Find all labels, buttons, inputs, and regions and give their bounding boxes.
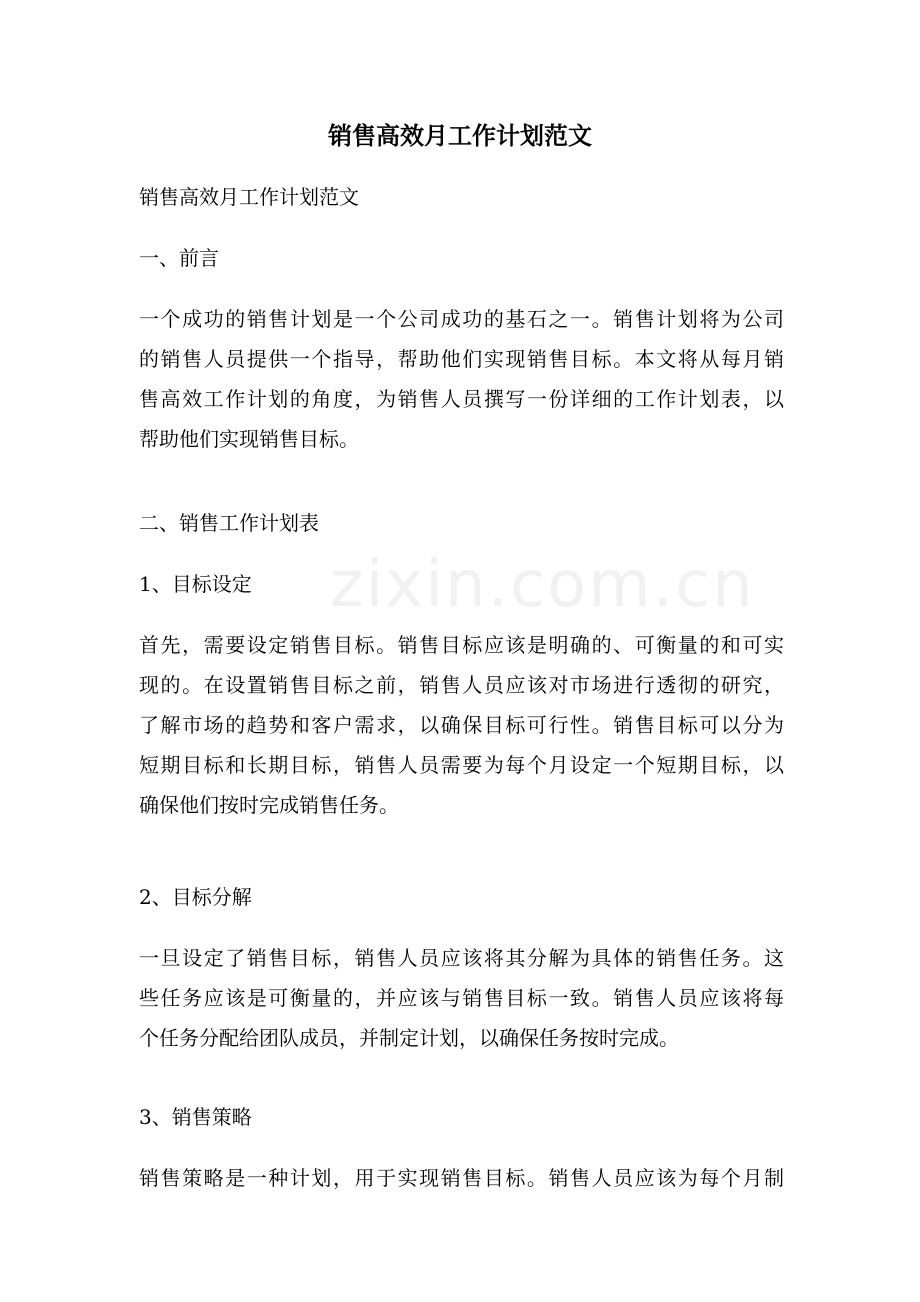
paragraph-line: 个任务分配给团队成员，并制定计划，以确保任务按时完成。 — [139, 1026, 679, 1050]
paragraph-line: 帮助他们实现销售目标。 — [139, 427, 359, 451]
paragraph-line: 一个成功的销售计划是一个公司成功的基石之一。销售计划将为公司 — [139, 307, 784, 331]
document-title: 销售高效月工作计划范文 — [328, 121, 592, 150]
paragraph-line: 售高效工作计划的角度，为销售人员撰写一份详细的工作计划表，以 — [139, 387, 784, 411]
paragraph-line: 销售策略是一种计划，用于实现销售目标。销售人员应该为每个月制 — [139, 1166, 784, 1190]
paragraph-line: 了解市场的趋势和客户需求，以确保目标可行性。销售目标可以分为 — [139, 713, 784, 737]
item-heading-goal-setting: 1、目标设定 — [139, 572, 252, 596]
paragraph-preface — [139, 299, 784, 459]
paragraph-line: 首先，需要设定销售目标。销售目标应该是明确的、可衡量的和可实 — [139, 633, 784, 657]
section-heading-preface: 一、前言 — [139, 246, 219, 270]
paragraph-line: 确保他们按时完成销售任务。 — [139, 793, 399, 817]
item-heading-goal-breakdown: 2、目标分解 — [139, 885, 252, 909]
item-heading-sales-strategy: 3、销售策略 — [139, 1105, 252, 1129]
document-subtitle: 销售高效月工作计划范文 — [139, 185, 359, 209]
watermark: zixin.com.cn — [330, 548, 755, 622]
paragraph-line: 些任务应该是可衡量的，并应该与销售目标一致。销售人员应该将每 — [139, 986, 784, 1010]
paragraph-sales-strategy — [139, 1158, 784, 1198]
paragraph-goal-breakdown — [139, 938, 784, 1058]
paragraph-line: 短期目标和长期目标，销售人员需要为每个月设定一个短期目标，以 — [139, 753, 784, 777]
paragraph-line: 的销售人员提供一个指导，帮助他们实现销售目标。本文将从每月销 — [139, 347, 784, 371]
paragraph-goal-setting — [139, 625, 784, 825]
paragraph-line: 现的。在设置销售目标之前，销售人员应该对市场进行透彻的研究， — [139, 673, 784, 697]
paragraph-line: 一旦设定了销售目标，销售人员应该将其分解为具体的销售任务。这 — [139, 946, 784, 970]
section-heading-plan-table: 二、销售工作计划表 — [139, 511, 319, 535]
